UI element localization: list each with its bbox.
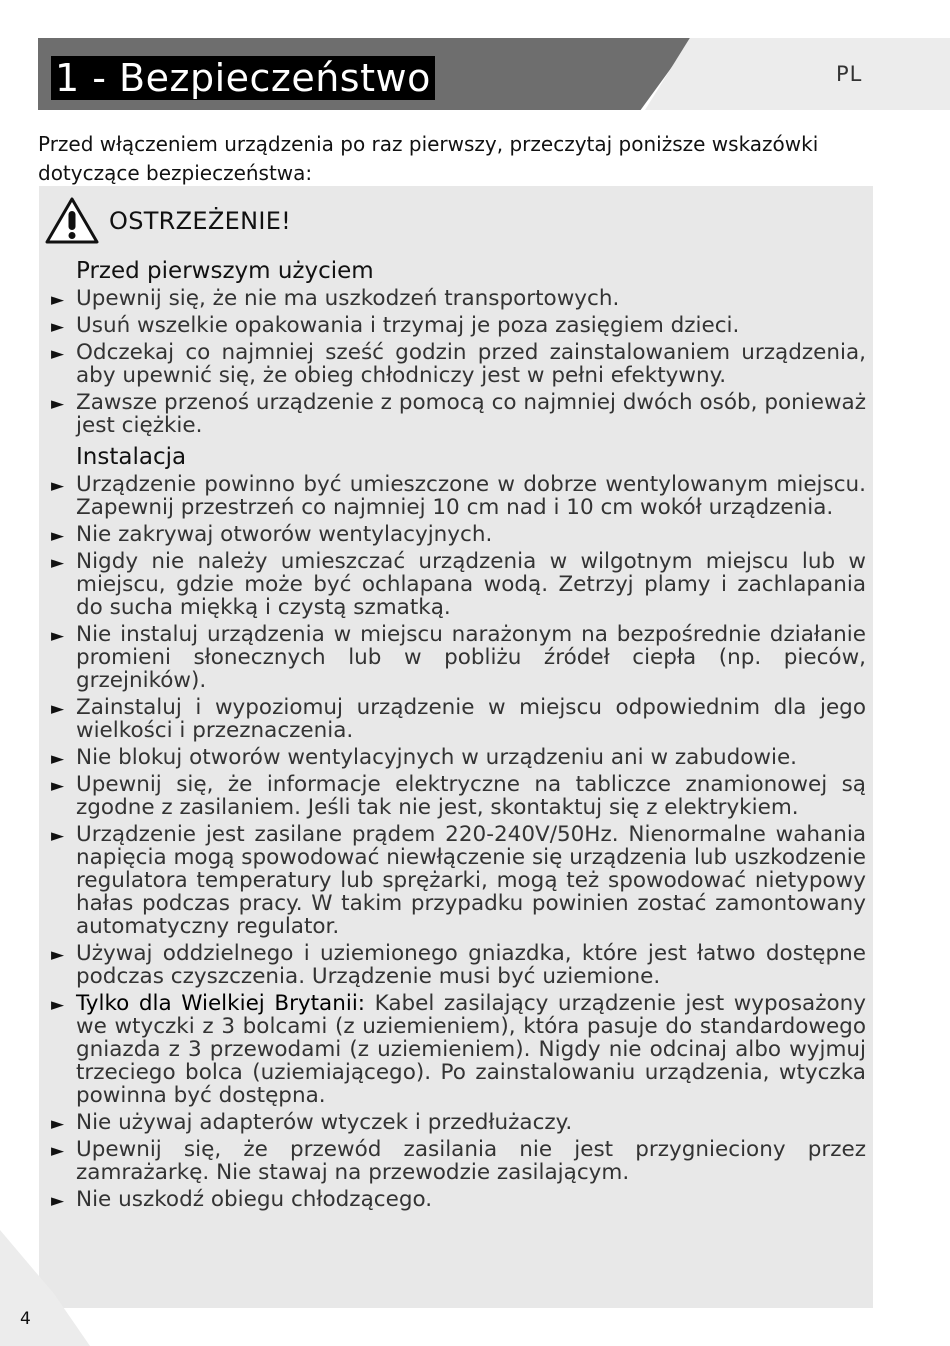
list-item: ► Nie używaj adapterów wtyczek i przedłużaczy. bbox=[51, 1110, 573, 1135]
list-item: ► Zawsze przenoś urządzenie z pomocą co najmniej dwóch osób, ponieważ jest ciężkie. bbox=[51, 390, 866, 438]
list-item-uk bbox=[46, 992, 866, 1107]
bullet-arrow-icon: ► bbox=[51, 826, 65, 846]
list-item: ► Używaj oddzielnego i uziemionego gniazdka, które jest łatwo dostępne podczas czyszczenia. Urządzenie musi być uziemione. bbox=[51, 941, 866, 989]
warning-content bbox=[46, 256, 866, 1215]
list-item: ► Nie instaluj urządzenia w miejscu narażonym na bezpośrednie działanie promieni słonecznych lub w pobliżu źródeł ciepła (np. pieców, grzejników). bbox=[51, 622, 866, 693]
list-item: ► Upewnij się, że informacje elektryczne na tabliczce znamionowej są zgodne z zasilaniem. Jeśli tak nie jest, skontaktuj się z elektrykiem. bbox=[51, 772, 866, 820]
bullet-arrow-icon: ► bbox=[51, 1191, 65, 1211]
bullet-arrow-icon: ► bbox=[51, 1141, 65, 1161]
bullet-arrow-icon: ► bbox=[51, 476, 65, 496]
list-item: ► Upewnij się, że nie ma uszkodzeń transportowych. bbox=[51, 286, 620, 311]
list-item: ► Upewnij się, że przewód zasilania nie jest przygnieciony przez zamrażarkę. Nie stawaj na przewodzie zasilającym. bbox=[51, 1137, 866, 1185]
list-item: ► Nie blokuj otworów wentylacyjnych w urządzeniu ani w zabudowie. bbox=[51, 745, 798, 770]
section-heading-installation: Instalacja bbox=[76, 444, 187, 470]
page-number: 4 bbox=[20, 1309, 31, 1329]
list-item: ► Urządzenie powinno być umieszczone w dobrze wentylowanym miejscu. Zapewnij przestrzeń co najmniej 10 cm nad i 10 cm wokół urządzenia. bbox=[51, 472, 866, 520]
section-heading-first-use: Przed pierwszym użyciem bbox=[76, 258, 374, 284]
list-item: ► Zainstaluj i wypoziomuj urządzenie w miejscu odpowiednim dla jego wielkości i przeznaczenia. bbox=[51, 695, 866, 743]
bullet-arrow-icon: ► bbox=[51, 1114, 65, 1134]
uk-text: Kabel zasilający urządzenie jest wyposażony we wtyczki z 3 bolcami (z uziemieniem), która pasuje do standardowego gniazda z 3 przewodami (z uziemieniem). Nigdy nie odcinaj albo wyjmuj trzeciego bolca (uziemiającego). Po zainstalowaniu urządzenia, wtyczka powinna być dostępna. bbox=[76, 991, 866, 1108]
warning-title: OSTRZEŻENIE! bbox=[109, 207, 292, 235]
list-item: ► Nie zakrywaj otworów wentylacyjnych. bbox=[51, 522, 493, 547]
list-item: ► Nigdy nie należy umieszczać urządzenia w wilgotnym miejscu lub w miejscu, gdzie może być ochlapana wodą. Zetrzyj plamy i zachlapania do sucha miękką i czystą szmatką. bbox=[51, 549, 866, 620]
installation-list bbox=[46, 473, 866, 1211]
uk-lead: Tylko dla Wielkiej Brytanii: bbox=[76, 991, 366, 1016]
bullet-arrow-icon: ► bbox=[51, 394, 65, 414]
list-item: ► Nie uszkodź obiegu chłodzącego. bbox=[51, 1187, 433, 1212]
bullet-arrow-icon: ► bbox=[51, 749, 65, 769]
bullet-arrow-icon: ► bbox=[51, 626, 65, 646]
list-item: ► Odczekaj co najmniej sześć godzin przed zainstalowaniem urządzenia, aby upewnić się, że obieg chłodniczy jest w pełni efektywny. bbox=[51, 340, 866, 388]
intro-text: Przed włączeniem urządzenia po raz pierwszy, przeczytaj poniższe wskazówki dotyczące bezpieczeństwa: bbox=[38, 132, 819, 185]
bullet-arrow-icon: ► bbox=[51, 945, 65, 965]
language-tab bbox=[645, 38, 950, 110]
bullet-arrow-icon: ► bbox=[51, 526, 65, 546]
bullet-arrow-icon: ► bbox=[51, 776, 65, 796]
bullet-arrow-icon: ► bbox=[51, 290, 65, 310]
language-label: PL bbox=[836, 62, 863, 86]
bullet-arrow-icon: ► bbox=[51, 553, 65, 573]
page-title: 1 - Bezpieczeństwo bbox=[51, 56, 435, 100]
list-item: ► Urządzenie jest zasilane prądem 220-240V/50Hz. Nienormalne wahania napięcia mogą spowodować niewłączenie się urządzenia lub uszkodzenie regulatora temperatury lub sprężarki, mogą też spowodować nietypowy hałas podczas pracy. W takim przypadku powinien zostać zamontowany automatyczny regulator. bbox=[51, 822, 866, 939]
bullet-arrow-icon: ► bbox=[51, 995, 65, 1015]
list-item: ► Usuń wszelkie opakowania i trzymaj je poza zasięgiem dzieci. bbox=[51, 313, 740, 338]
first-use-list bbox=[46, 287, 866, 437]
warning-triangle-icon bbox=[44, 196, 100, 246]
bullet-arrow-icon: ► bbox=[51, 699, 65, 719]
bullet-arrow-icon: ► bbox=[51, 317, 65, 337]
bullet-arrow-icon: ► bbox=[51, 344, 65, 364]
